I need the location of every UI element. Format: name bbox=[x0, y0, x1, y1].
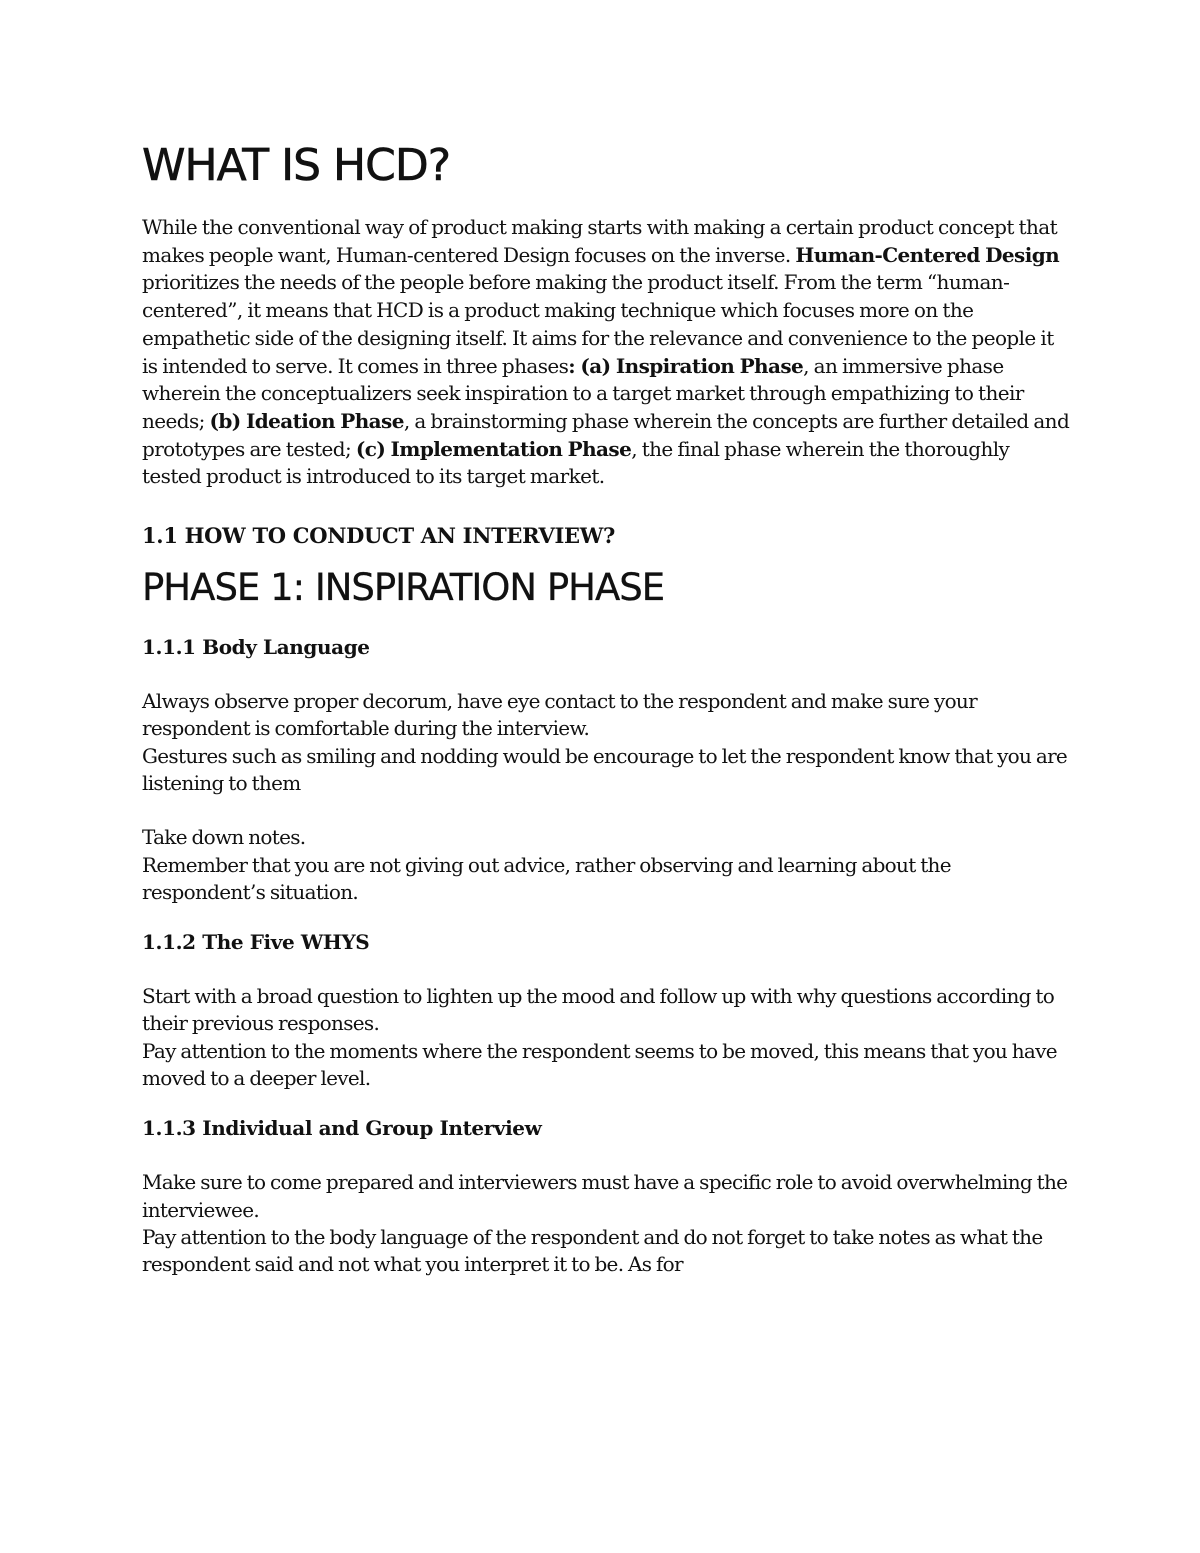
individual-group-block bbox=[142, 1169, 1072, 1278]
intro-bold-ideation: (b) Ideation Phase bbox=[209, 408, 404, 433]
subsection-heading-five-whys: 1.1.2 The Five WHYS bbox=[142, 930, 370, 955]
document-page bbox=[142, 138, 1072, 1278]
intro-text-5: , the final phase wherein the thoroughly tested product is introduced to its target market. bbox=[142, 436, 1010, 489]
body-language-block-1 bbox=[142, 688, 1072, 797]
body-text-line: Take down notes. bbox=[142, 825, 306, 850]
subsection-heading-individual-group: 1.1.3 Individual and Group Interview bbox=[142, 1116, 542, 1141]
body-text-line: Gestures such as smiling and nodding would be encourage to let the respondent know that you are listening to them bbox=[142, 743, 1068, 795]
subsection-heading-body-language: 1.1.1 Body Language bbox=[142, 635, 370, 660]
intro-paragraph bbox=[142, 214, 1072, 491]
body-text-line: Start with a broad question to lighten up the mood and follow up with why questions according to their previous responses. bbox=[142, 984, 1055, 1036]
body-language-block-2 bbox=[142, 824, 1072, 906]
intro-text-3: , an immersive phase wherein the conceptualizers seek inspiration to a target market through empathizing to their needs; bbox=[142, 353, 1024, 433]
body-text-line: Pay attention to the body language of the respondent and do not forget to take notes as what the respondent said and not what you interpret it to be. As for bbox=[142, 1224, 1043, 1277]
body-text-line: Make sure to come prepared and interviewers must have a specific role to avoid overwhelming the interviewee. bbox=[142, 1170, 1068, 1222]
phase-title: PHASE 1: INSPIRATION PHASE bbox=[142, 566, 665, 610]
intro-text-2: prioritizes the needs of the people before making the product itself. From the term “human-centered”, it means that HCD is a product making technique which focuses more on the empathetic side of the designing itself. It aims for the relevance and convenience to the people it is intended to serve. It comes in three phases bbox=[142, 270, 1054, 378]
body-text-line: Remember that you are not giving out advice, rather observing and learning about the respondent’s situation. bbox=[142, 852, 951, 904]
section-heading: 1.1 HOW TO CONDUCT AN INTERVIEW? bbox=[142, 523, 616, 549]
intro-text-1: While the conventional way of product making starts with making a certain product concept that makes people want, Human-centered Design focuses on the inverse. bbox=[142, 215, 1058, 267]
body-text-line: Always observe proper decorum, have eye contact to the respondent and make sure your respondent is comfortable during the interview. bbox=[142, 689, 977, 741]
intro-bold-implementation: (c) Implementation Phase bbox=[355, 436, 632, 461]
body-text-line: Pay attention to the moments where the respondent seems to be moved, this means that you have moved to a deeper level. bbox=[142, 1038, 1057, 1090]
intro-text-4: , a brainstorming phase wherein the concepts are further detailed and prototypes are tested; bbox=[142, 408, 1070, 461]
document-title: WHAT IS HCD? bbox=[142, 140, 451, 191]
intro-bold-hcd: Human-Centered Design bbox=[795, 242, 1060, 267]
intro-bold-inspiration: : (a) Inspiration Phase bbox=[568, 353, 804, 378]
five-whys-block bbox=[142, 983, 1072, 1092]
